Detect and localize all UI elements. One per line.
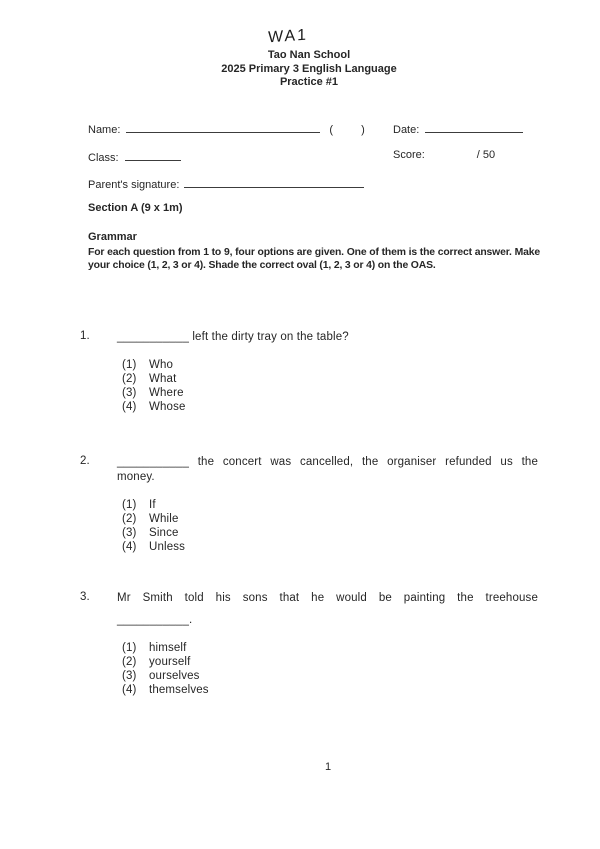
option-number: (1) [122, 642, 137, 654]
option-row [122, 655, 538, 669]
question-blank-line: ___________. [117, 614, 193, 626]
options-list [122, 498, 538, 554]
question-line: Mr Smith told his sons that he would be painting the treehouse [117, 592, 538, 604]
option-label: Where [149, 387, 184, 399]
paper-header [0, 49, 600, 90]
score-label: Score: [393, 149, 425, 161]
question-line: ___________ the concert was cancelled, the organiser refunded us the [117, 456, 538, 468]
parent-signature-label: Parent's signature: [88, 179, 180, 191]
option-row [122, 400, 538, 414]
option-number: (1) [122, 499, 137, 511]
option-number: (1) [122, 359, 137, 371]
option-label: Whose [149, 401, 186, 413]
option-label: Unless [149, 541, 186, 553]
question-line: ___________ left the dirty tray on the table? [117, 331, 349, 343]
question-number: 1. [80, 330, 90, 342]
option-number: (3) [122, 527, 137, 539]
question-body [117, 330, 538, 414]
date-label: Date: [393, 124, 420, 136]
option-number: (3) [122, 387, 137, 399]
handwritten-note: WA1 [268, 26, 309, 47]
option-label: themselves [149, 684, 209, 696]
option-row [122, 683, 538, 697]
option-row [122, 498, 538, 512]
option-label: Who [149, 359, 174, 371]
candidate-details-form [88, 121, 548, 201]
option-label: Since [149, 527, 179, 539]
page-number: 1 [324, 761, 332, 773]
parent-signature-row [88, 176, 548, 191]
grammar-instructions: For each question from 1 to 9, four options are given. One of them is the correct answer. Make your choice (1, 2, 3 or 4). Shade the correct oval (1, 2, 3 or 4) on the OAS. [88, 247, 540, 272]
option-number: (2) [122, 513, 137, 525]
score-field [393, 149, 495, 161]
class-row [88, 149, 548, 164]
grammar-block [88, 231, 540, 273]
option-label: If [149, 499, 156, 511]
options-list [122, 358, 538, 414]
option-row [122, 512, 538, 526]
option-row [122, 526, 538, 540]
index-paren-open: ( [329, 124, 334, 136]
section-a-heading: Section A (9 x 1m) [88, 202, 183, 214]
school-name: Tao Nan School [267, 49, 351, 61]
option-row [122, 669, 538, 683]
name-underline [126, 121, 320, 133]
option-label: yourself [149, 656, 191, 668]
question-line: money. [117, 471, 155, 483]
date-underline [425, 121, 523, 133]
score-value: / 50 [476, 149, 496, 161]
question-2 [80, 455, 538, 554]
option-label: ourselves [149, 670, 200, 682]
option-label: himself [149, 642, 187, 654]
option-label: While [149, 513, 179, 525]
practice-number: Practice #1 [279, 76, 339, 88]
option-number: (2) [122, 373, 137, 385]
name-row [88, 121, 548, 136]
option-number: (4) [122, 541, 137, 553]
parent-signature-underline [184, 176, 364, 188]
option-number: (3) [122, 670, 137, 682]
option-row [122, 540, 538, 554]
class-underline [125, 149, 181, 161]
option-number: (4) [122, 684, 137, 696]
question-3 [80, 591, 538, 697]
question-number: 2. [80, 455, 90, 467]
option-number: (4) [122, 401, 137, 413]
exam-title: 2025 Primary 3 English Language [221, 62, 397, 75]
option-label: What [149, 373, 177, 385]
name-label: Name: [88, 124, 121, 136]
index-paren-close: ) [361, 124, 365, 136]
question-body [117, 455, 538, 554]
date-field [393, 121, 523, 136]
option-row [122, 372, 538, 386]
class-label: Class: [88, 152, 119, 164]
question-body [117, 591, 538, 697]
option-row [122, 641, 538, 655]
options-list [122, 641, 538, 697]
question-number: 3. [80, 591, 90, 603]
question-1 [80, 330, 538, 414]
option-row [122, 358, 538, 372]
grammar-heading: Grammar [88, 231, 137, 243]
option-row [122, 386, 538, 400]
option-number: (2) [122, 656, 137, 668]
